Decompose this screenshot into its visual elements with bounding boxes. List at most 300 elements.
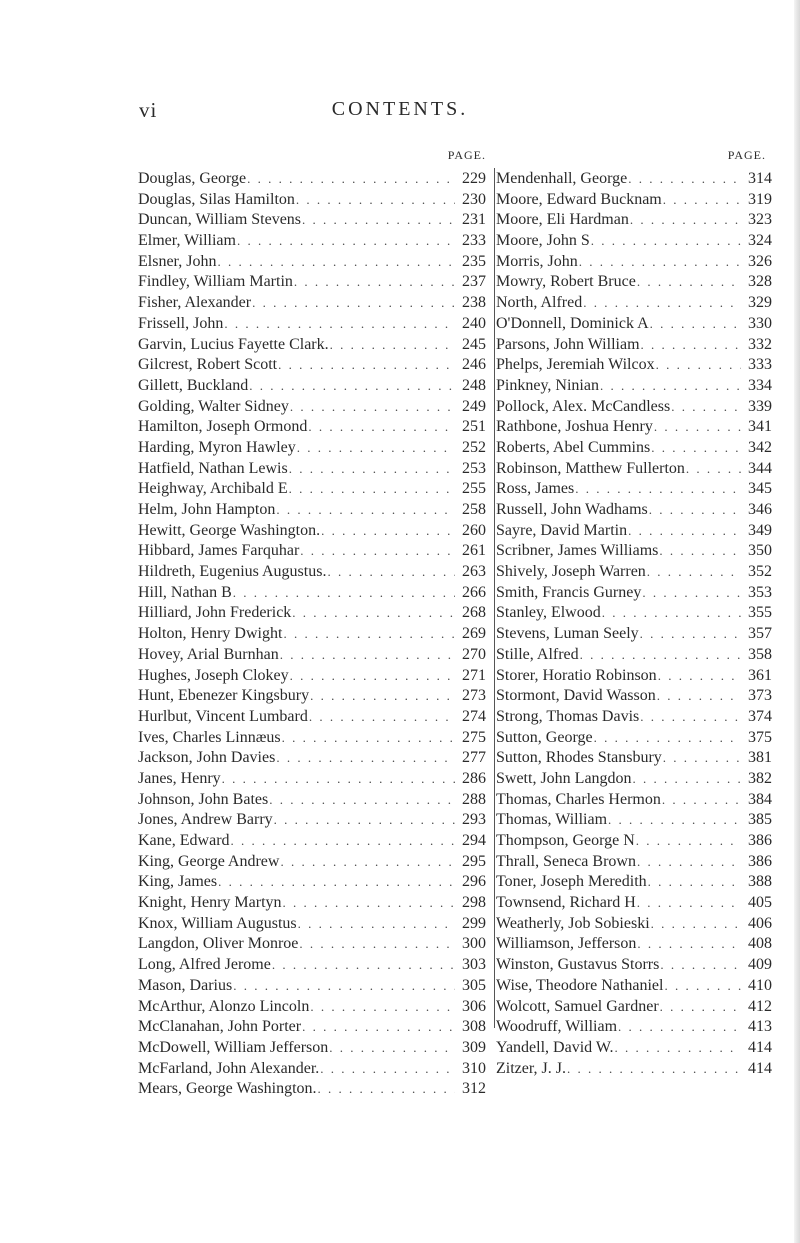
toc-entry bbox=[496, 315, 772, 336]
entry-name: Janes, Henry bbox=[138, 769, 221, 787]
toc-entry bbox=[138, 873, 486, 894]
entry-name: McFarland, John Alexander. bbox=[138, 1059, 320, 1077]
dot-leader bbox=[251, 295, 455, 311]
entry-page: 374 bbox=[748, 707, 772, 725]
entry-page: 231 bbox=[462, 211, 486, 229]
toc-entry bbox=[496, 625, 772, 646]
entry-name: Shively, Joseph Warren bbox=[496, 563, 646, 581]
entry-page: 375 bbox=[748, 728, 772, 746]
entry-page: 249 bbox=[462, 397, 486, 415]
dot-leader bbox=[659, 957, 741, 973]
entry-name: Smith, Francis Gurney bbox=[496, 583, 642, 601]
dot-leader bbox=[326, 564, 455, 580]
toc-entry bbox=[496, 894, 772, 915]
entry-page: 413 bbox=[748, 1018, 772, 1036]
toc-entry bbox=[138, 336, 486, 357]
dot-leader bbox=[279, 854, 455, 870]
toc-entry bbox=[496, 1060, 772, 1081]
entry-page: 296 bbox=[462, 873, 486, 891]
toc-entry bbox=[138, 418, 486, 439]
dot-leader bbox=[655, 357, 741, 373]
entry-page: 273 bbox=[462, 687, 486, 705]
entry-page: 293 bbox=[462, 811, 486, 829]
dot-leader bbox=[647, 874, 741, 890]
dot-leader bbox=[320, 523, 455, 539]
toc-entry bbox=[496, 791, 772, 812]
dot-leader bbox=[579, 647, 741, 663]
toc-entry bbox=[496, 170, 772, 191]
dot-leader bbox=[659, 999, 741, 1015]
dot-leader bbox=[301, 1019, 455, 1035]
dot-leader bbox=[641, 585, 741, 601]
toc-entry bbox=[138, 832, 486, 853]
entry-name: Gillett, Buckland bbox=[138, 376, 249, 394]
entry-name: Fisher, Alexander bbox=[138, 294, 252, 312]
toc-entry bbox=[496, 749, 772, 770]
toc-entry bbox=[496, 770, 772, 791]
dot-leader bbox=[670, 399, 741, 415]
entry-page: 306 bbox=[462, 997, 486, 1015]
entry-name: Sutton, Rhodes Stansbury bbox=[496, 749, 662, 767]
page-label: PAGE. bbox=[727, 148, 766, 162]
dot-leader bbox=[627, 523, 741, 539]
dot-leader bbox=[268, 792, 455, 808]
toc-entry bbox=[496, 191, 772, 212]
entry-page: 251 bbox=[462, 418, 486, 436]
entry-page: 409 bbox=[748, 956, 772, 974]
toc-entry bbox=[496, 729, 772, 750]
entry-name: Townsend, Richard H bbox=[496, 894, 636, 912]
entry-page: 309 bbox=[462, 1038, 486, 1056]
dot-leader bbox=[635, 833, 741, 849]
entry-name: King, James bbox=[138, 873, 218, 891]
entry-name: Toner, Joseph Meredith bbox=[496, 873, 647, 891]
entry-page: 386 bbox=[748, 852, 772, 870]
dot-leader bbox=[632, 771, 741, 787]
entry-name: Elsner, John bbox=[138, 252, 217, 270]
entry-page: 319 bbox=[748, 190, 772, 208]
entry-page: 269 bbox=[462, 625, 486, 643]
entry-page: 230 bbox=[462, 190, 486, 208]
toc-entry bbox=[138, 687, 486, 708]
dot-leader bbox=[293, 274, 455, 290]
dot-leader bbox=[309, 999, 455, 1015]
dot-leader bbox=[295, 192, 455, 208]
toc-entry bbox=[138, 894, 486, 915]
entry-name: Douglas, George bbox=[138, 170, 247, 187]
dot-leader bbox=[246, 171, 455, 187]
dot-leader bbox=[236, 233, 455, 249]
toc-entry bbox=[496, 460, 772, 481]
entry-page: 352 bbox=[748, 563, 772, 581]
page-title: CONTENTS. bbox=[331, 98, 469, 120]
toc-entry bbox=[496, 356, 772, 377]
entry-name: Moore, Eli Hardman bbox=[496, 211, 629, 229]
dot-leader bbox=[298, 936, 455, 952]
left-column bbox=[138, 148, 492, 1101]
toc-entry bbox=[138, 646, 486, 667]
dot-leader bbox=[289, 399, 455, 415]
dot-leader bbox=[271, 957, 455, 973]
entry-name: McDowell, William Jefferson bbox=[138, 1038, 329, 1056]
dot-leader bbox=[329, 337, 455, 353]
dot-leader bbox=[661, 792, 741, 808]
dot-leader bbox=[607, 812, 741, 828]
entry-page: 295 bbox=[462, 852, 486, 870]
toc-entry bbox=[138, 667, 486, 688]
entry-name: Strong, Thomas Davis bbox=[496, 707, 640, 725]
entry-name: Mendenhall, George bbox=[496, 170, 628, 187]
entry-page: 410 bbox=[748, 976, 772, 994]
entry-page: 329 bbox=[748, 294, 772, 312]
dot-leader bbox=[636, 895, 741, 911]
dot-leader bbox=[578, 254, 741, 270]
entry-name: Rathbone, Joshua Henry bbox=[496, 418, 653, 436]
entry-name: Hibbard, James Farquhar bbox=[138, 542, 300, 560]
toc-entry bbox=[138, 542, 486, 563]
entry-page: 237 bbox=[462, 273, 486, 291]
dot-leader bbox=[217, 874, 455, 890]
entry-page: 258 bbox=[462, 501, 486, 518]
dot-leader bbox=[282, 895, 455, 911]
entry-name: Wise, Theodore Nathaniel bbox=[496, 976, 664, 994]
toc-entry bbox=[496, 1018, 772, 1039]
entry-page: 333 bbox=[748, 356, 772, 374]
toc-entry bbox=[138, 977, 486, 998]
toc-entry bbox=[496, 811, 772, 832]
entry-page: 330 bbox=[748, 314, 772, 332]
entry-page: 414 bbox=[748, 1059, 772, 1077]
toc-entry bbox=[138, 749, 486, 770]
toc-entry bbox=[496, 563, 772, 584]
entry-name: Johnson, John Bates bbox=[138, 790, 269, 808]
toc-entry bbox=[496, 294, 772, 315]
dot-leader bbox=[663, 978, 741, 994]
toc-entry bbox=[138, 522, 486, 543]
dot-leader bbox=[328, 1040, 455, 1056]
entry-page: 310 bbox=[462, 1059, 486, 1077]
entry-page: 233 bbox=[462, 232, 486, 250]
entry-name: Jones, Andrew Barry bbox=[138, 811, 273, 829]
dot-leader bbox=[230, 833, 455, 849]
toc-entry bbox=[496, 1039, 772, 1060]
entry-name: Gilcrest, Robert Scott bbox=[138, 356, 278, 374]
entry-name: Duncan, William Stevens bbox=[138, 211, 302, 229]
toc-entry bbox=[496, 873, 772, 894]
dot-leader bbox=[317, 1081, 455, 1097]
entry-page: 240 bbox=[462, 314, 486, 332]
dot-leader bbox=[662, 192, 741, 208]
dot-leader bbox=[309, 688, 455, 704]
entry-name: Mason, Darius bbox=[138, 976, 233, 994]
entry-page: 334 bbox=[748, 376, 772, 394]
entry-name: Hamilton, Joseph Ormond bbox=[138, 418, 308, 436]
entry-page: 361 bbox=[748, 666, 772, 684]
dot-leader bbox=[281, 730, 455, 746]
entry-name: Sayre, David Martin bbox=[496, 521, 628, 539]
dot-leader bbox=[291, 605, 455, 621]
toc-entry bbox=[138, 170, 486, 191]
entry-name: Stevens, Luman Seely bbox=[496, 625, 639, 643]
entry-name: Wolcott, Samuel Gardner bbox=[496, 997, 659, 1015]
entry-page: 386 bbox=[748, 832, 772, 849]
entry-name: Knox, William Augustus bbox=[138, 914, 297, 932]
dot-leader bbox=[685, 461, 741, 477]
dot-leader bbox=[308, 709, 455, 725]
entry-name: Storer, Horatio Robinson bbox=[496, 666, 657, 684]
toc-entry bbox=[496, 273, 772, 294]
toc-entry bbox=[496, 667, 772, 688]
entry-name: Thomas, Charles Hermon bbox=[496, 790, 661, 808]
entry-page: 308 bbox=[462, 1018, 486, 1036]
entry-name: Morris, John bbox=[496, 252, 578, 270]
entry-name: Hildreth, Eugenius Augustus. bbox=[138, 563, 327, 581]
entry-name: Heighway, Archibald E bbox=[138, 480, 288, 498]
toc-entry bbox=[138, 211, 486, 232]
dot-leader bbox=[649, 316, 741, 332]
toc-entry bbox=[138, 708, 486, 729]
entry-name: Roberts, Abel Cummins bbox=[496, 438, 651, 456]
dot-leader bbox=[582, 295, 741, 311]
toc-entry bbox=[496, 418, 772, 439]
entry-page: 235 bbox=[462, 252, 486, 270]
entry-name: Thompson, George N bbox=[496, 832, 635, 849]
entry-name: Pinkney, Ninian bbox=[496, 376, 599, 394]
entry-name: Harding, Myron Hawley bbox=[138, 438, 296, 456]
entry-page: 381 bbox=[748, 749, 772, 767]
entry-page: 328 bbox=[748, 273, 772, 291]
toc-entry bbox=[496, 542, 772, 563]
entry-name: North, Alfred bbox=[496, 294, 583, 312]
entry-name: Stormont, David Wasson bbox=[496, 687, 656, 705]
entry-name: Thomas, William bbox=[496, 811, 608, 829]
entry-name: Hunt, Ebenezer Kingsbury bbox=[138, 687, 310, 705]
entry-page: 339 bbox=[748, 397, 772, 415]
toc-entry bbox=[496, 935, 772, 956]
dot-leader bbox=[288, 481, 455, 497]
entry-page: 324 bbox=[748, 232, 772, 250]
dot-leader bbox=[599, 378, 741, 394]
entry-page: 353 bbox=[748, 583, 772, 601]
dot-leader bbox=[289, 668, 455, 684]
toc-entry bbox=[496, 853, 772, 874]
dot-leader bbox=[662, 750, 741, 766]
entry-page: 300 bbox=[462, 935, 486, 953]
entry-name: McArthur, Alonzo Lincoln bbox=[138, 997, 310, 1015]
toc-entry bbox=[138, 853, 486, 874]
entry-name: Scribner, James Williams bbox=[496, 542, 659, 560]
entry-name: Jackson, John Davies bbox=[138, 749, 276, 767]
toc-entry bbox=[496, 977, 772, 998]
toc-entry bbox=[138, 191, 486, 212]
toc-entry bbox=[496, 584, 772, 605]
entry-page: 294 bbox=[462, 832, 486, 849]
entry-page: 341 bbox=[748, 418, 772, 436]
entry-page: 286 bbox=[462, 769, 486, 787]
dot-leader bbox=[640, 337, 741, 353]
dot-leader bbox=[627, 171, 741, 187]
entry-name: Robinson, Matthew Fullerton bbox=[496, 459, 685, 477]
entry-list bbox=[496, 170, 800, 1080]
dot-leader bbox=[617, 1019, 741, 1035]
entry-name: Kane, Edward bbox=[138, 832, 230, 849]
entry-page: 357 bbox=[748, 625, 772, 643]
dot-leader bbox=[275, 502, 455, 518]
entry-name: Mowry, Robert Bruce bbox=[496, 273, 636, 291]
entry-page: 385 bbox=[748, 811, 772, 829]
toc-entry bbox=[138, 811, 486, 832]
entry-page: 314 bbox=[748, 170, 772, 187]
dot-leader bbox=[590, 233, 741, 249]
entry-page: 268 bbox=[462, 604, 486, 622]
entry-name: King, George Andrew bbox=[138, 852, 280, 870]
entry-name: Hovey, Arial Burnhan bbox=[138, 645, 279, 663]
toc-entry bbox=[138, 1080, 486, 1101]
dot-leader bbox=[646, 564, 741, 580]
entry-page: 288 bbox=[462, 790, 486, 808]
entry-page: 412 bbox=[748, 997, 772, 1015]
toc-entry bbox=[138, 460, 486, 481]
entry-page: 312 bbox=[462, 1080, 486, 1098]
dot-leader bbox=[288, 461, 455, 477]
dot-leader bbox=[614, 1040, 742, 1056]
entry-name: Yandell, David W. bbox=[496, 1038, 614, 1056]
toc-entry bbox=[496, 377, 772, 398]
dot-leader bbox=[566, 1061, 741, 1077]
entry-page: 355 bbox=[748, 604, 772, 622]
toc-entry bbox=[138, 935, 486, 956]
entry-page: 255 bbox=[462, 480, 486, 498]
entry-page: 270 bbox=[462, 645, 486, 663]
entry-page: 349 bbox=[748, 521, 772, 539]
toc-entry bbox=[496, 211, 772, 232]
dot-leader bbox=[279, 647, 455, 663]
dot-leader bbox=[636, 274, 741, 290]
entry-page: 298 bbox=[462, 894, 486, 912]
entry-page: 275 bbox=[462, 728, 486, 746]
toc-entry bbox=[496, 604, 772, 625]
toc-entry bbox=[496, 832, 772, 853]
entry-name: Hill, Nathan B bbox=[138, 583, 232, 601]
toc-entry bbox=[138, 501, 486, 522]
toc-entry bbox=[138, 998, 486, 1019]
entry-name: Zitzer, J. J. bbox=[496, 1059, 567, 1077]
entry-name: Findley, William Martin bbox=[138, 273, 293, 291]
dot-leader bbox=[221, 771, 455, 787]
toc-entry bbox=[496, 336, 772, 357]
entry-page: 303 bbox=[462, 956, 486, 974]
dot-leader bbox=[232, 978, 455, 994]
dot-leader bbox=[232, 585, 455, 601]
toc-entry bbox=[138, 584, 486, 605]
dot-leader bbox=[307, 419, 455, 435]
dot-leader bbox=[648, 502, 741, 518]
dot-leader bbox=[319, 1061, 455, 1077]
entry-page: 408 bbox=[748, 935, 772, 953]
entry-page: 253 bbox=[462, 459, 486, 477]
toc-entry bbox=[138, 315, 486, 336]
dot-leader bbox=[653, 419, 741, 435]
toc-entry bbox=[138, 915, 486, 936]
entry-page: 248 bbox=[462, 376, 486, 394]
dot-leader bbox=[223, 316, 455, 332]
entry-name: Garvin, Lucius Fayette Clark. bbox=[138, 335, 329, 353]
entry-name: Golding, Walter Sidney bbox=[138, 397, 289, 415]
dot-leader bbox=[297, 916, 455, 932]
dot-leader bbox=[657, 668, 741, 684]
dot-leader bbox=[275, 750, 455, 766]
entry-page: 344 bbox=[748, 459, 772, 477]
entry-name: Ross, James bbox=[496, 480, 575, 498]
entry-name: McClanahan, John Porter bbox=[138, 1018, 302, 1036]
entry-list bbox=[138, 170, 492, 1101]
entry-page: 332 bbox=[748, 335, 772, 353]
entry-page: 388 bbox=[748, 873, 772, 891]
entry-page: 245 bbox=[462, 335, 486, 353]
toc-entry bbox=[496, 253, 772, 274]
entry-page: 229 bbox=[462, 170, 486, 187]
entry-name: Parsons, John William bbox=[496, 335, 640, 353]
dot-leader bbox=[629, 212, 741, 228]
entry-page: 263 bbox=[462, 563, 486, 581]
entry-page: 345 bbox=[748, 480, 772, 498]
entry-page: 326 bbox=[748, 252, 772, 270]
entry-name: Hurlbut, Vincent Lumbard bbox=[138, 707, 308, 725]
entry-page: 274 bbox=[462, 707, 486, 725]
entry-name: Mears, George Washington. bbox=[138, 1080, 317, 1098]
entry-page: 266 bbox=[462, 583, 486, 601]
entry-name: Hughes, Joseph Clokey bbox=[138, 666, 289, 684]
toc-entry bbox=[138, 398, 486, 419]
entry-page: 350 bbox=[748, 542, 772, 560]
entry-page: 238 bbox=[462, 294, 486, 312]
toc-entry bbox=[138, 770, 486, 791]
entry-name: Sutton, George bbox=[496, 728, 593, 746]
entry-page: 246 bbox=[462, 356, 486, 374]
entry-page: 382 bbox=[748, 769, 772, 787]
toc-entry bbox=[496, 687, 772, 708]
page-header bbox=[0, 98, 800, 128]
toc-entry bbox=[496, 398, 772, 419]
entry-name: Hatfield, Nathan Lewis bbox=[138, 459, 288, 477]
dot-leader bbox=[296, 440, 455, 456]
toc-entry bbox=[496, 439, 772, 460]
entry-page: 406 bbox=[748, 914, 772, 932]
entry-page: 373 bbox=[748, 687, 772, 705]
entry-page: 252 bbox=[462, 438, 486, 456]
page-number: vi bbox=[139, 98, 158, 122]
toc-entry bbox=[138, 232, 486, 253]
dot-leader bbox=[656, 688, 741, 704]
toc-entry bbox=[138, 294, 486, 315]
dot-leader bbox=[658, 543, 741, 559]
entry-page: 346 bbox=[748, 501, 772, 518]
dot-leader bbox=[282, 626, 455, 642]
toc-entry bbox=[138, 604, 486, 625]
toc-entry bbox=[138, 791, 486, 812]
entry-name: Swett, John Langdon bbox=[496, 769, 632, 787]
entry-page: 384 bbox=[748, 790, 772, 808]
dot-leader bbox=[248, 378, 455, 394]
entry-name: Stanley, Elwood bbox=[496, 604, 601, 622]
entry-name: Williamson, Jefferson bbox=[496, 935, 637, 953]
toc-entry bbox=[496, 915, 772, 936]
toc-entry bbox=[496, 708, 772, 729]
entry-name: Stille, Alfred bbox=[496, 645, 579, 663]
toc-entry bbox=[138, 253, 486, 274]
entry-name: Pollock, Alex. McCandless bbox=[496, 397, 671, 415]
toc-entry bbox=[496, 232, 772, 253]
